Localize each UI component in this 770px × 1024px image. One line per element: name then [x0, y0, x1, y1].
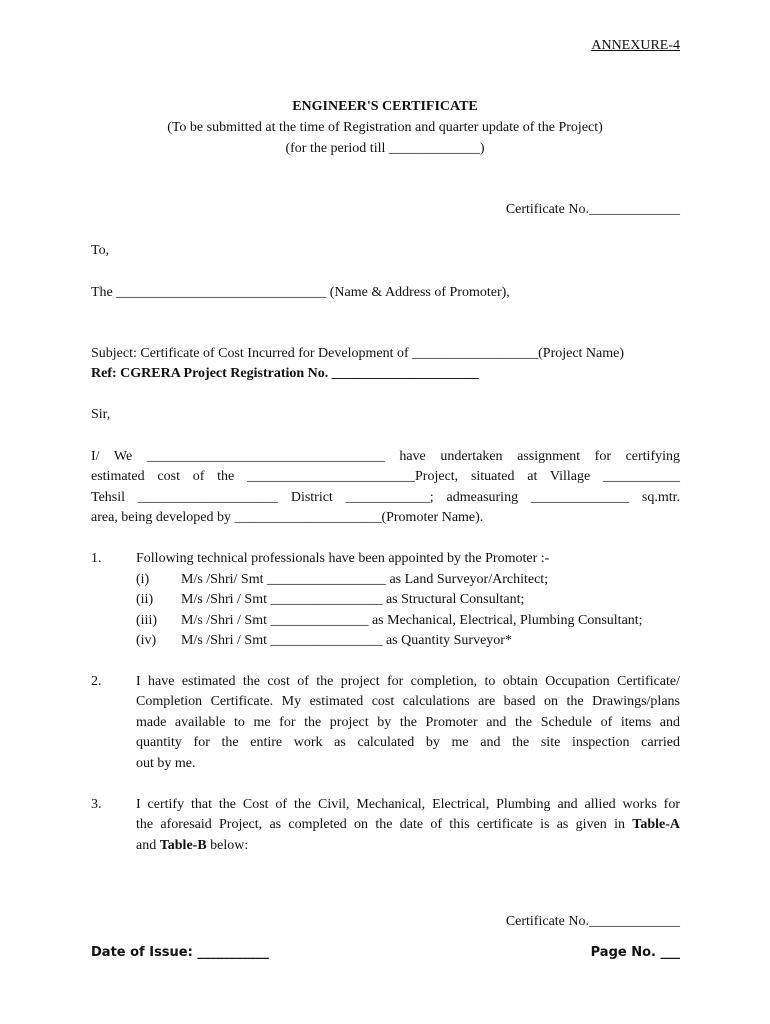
intro-line: Tehsil ____________________ District ____________; admeasuring ______________ sq.mtr. — [91, 490, 680, 505]
point-2-line: Completion Certificate. My estimated cost calculations are based on the Drawings/plans — [136, 694, 680, 709]
point-3-line — [136, 838, 680, 854]
intro-line: area, being developed by _____________________(Promoter Name). — [91, 510, 484, 525]
salutation: Sir, — [91, 407, 111, 422]
point-3-line: I certify that the Cost of the Civil, Mechanical, Electrical, Plumbing and allied works for — [136, 797, 680, 812]
addressee-to: To, — [91, 243, 110, 258]
sub-item-number: (ii) — [136, 592, 154, 607]
point-3-line-text: and — [136, 838, 160, 853]
sub-item-number: (iv) — [136, 633, 157, 648]
point-3-line-text: below: — [206, 838, 249, 853]
intro-line: I/ We __________________________________ have undertaken assignment for certifying — [91, 449, 680, 464]
sub-item-number: (iii) — [136, 613, 157, 628]
point-3-number: 3. — [91, 797, 102, 812]
sub-item-text: M/s /Shri / Smt ______________ as Mechanical, Electrical, Plumbing Consultant; — [181, 613, 643, 628]
subject-line: Subject: Certificate of Cost Incurred for Development of __________________(Project Name) — [91, 346, 625, 361]
certificate-number: Certificate No._____________ — [505, 202, 680, 217]
footer-certificate-number: Certificate No._____________ — [505, 914, 680, 929]
sub-item-text: M/s /Shri/ Smt _________________ as Land Surveyor/Architect; — [181, 572, 549, 587]
sub-item-number: (i) — [136, 572, 150, 587]
document-subtitle: (To be submitted at the time of Registration and quarter update of the Project) — [167, 120, 603, 135]
point-3-line — [136, 817, 680, 833]
point-2-line: out by me. — [136, 756, 196, 771]
period-line: (for the period till _____________) — [285, 141, 485, 156]
date-of-issue: Date of Issue: ___________ — [91, 945, 269, 960]
point-2-line: quantity for the entire work as calculated by me and the site inspection carried — [136, 735, 680, 750]
reference-line: Ref: CGRERA Project Registration No. _____________________ — [91, 366, 479, 381]
page-number: Page No. ___ — [590, 945, 680, 960]
document-title: ENGINEER'S CERTIFICATE — [292, 99, 478, 114]
annexure-label: ANNEXURE-4 — [591, 38, 680, 53]
point-2-number: 2. — [91, 674, 102, 689]
sub-item-text: M/s /Shri / Smt ________________ as Structural Consultant; — [181, 592, 525, 607]
point-1-number: 1. — [91, 551, 102, 566]
point-2-line: I have estimated the cost of the project for completion, to obtain Occupation Certificate/ — [136, 674, 680, 689]
point-3-line-text: the aforesaid Project, as completed on the date of this certificate is as given in — [136, 817, 633, 832]
point-2-line: made available to me for the project by the Promoter and the Schedule of items and — [136, 715, 680, 730]
table-b-reference: Table-B — [159, 838, 207, 853]
table-a-reference: Table-A — [632, 817, 680, 832]
point-1-text: Following technical professionals have been appointed by the Promoter :- — [136, 551, 550, 566]
intro-line: estimated cost of the ________________________Project, situated at Village ___________ — [91, 469, 680, 484]
sub-item-text: M/s /Shri / Smt ________________ as Quantity Surveyor* — [181, 633, 512, 648]
promoter-line: The ______________________________ (Name & Address of Promoter), — [91, 285, 510, 300]
